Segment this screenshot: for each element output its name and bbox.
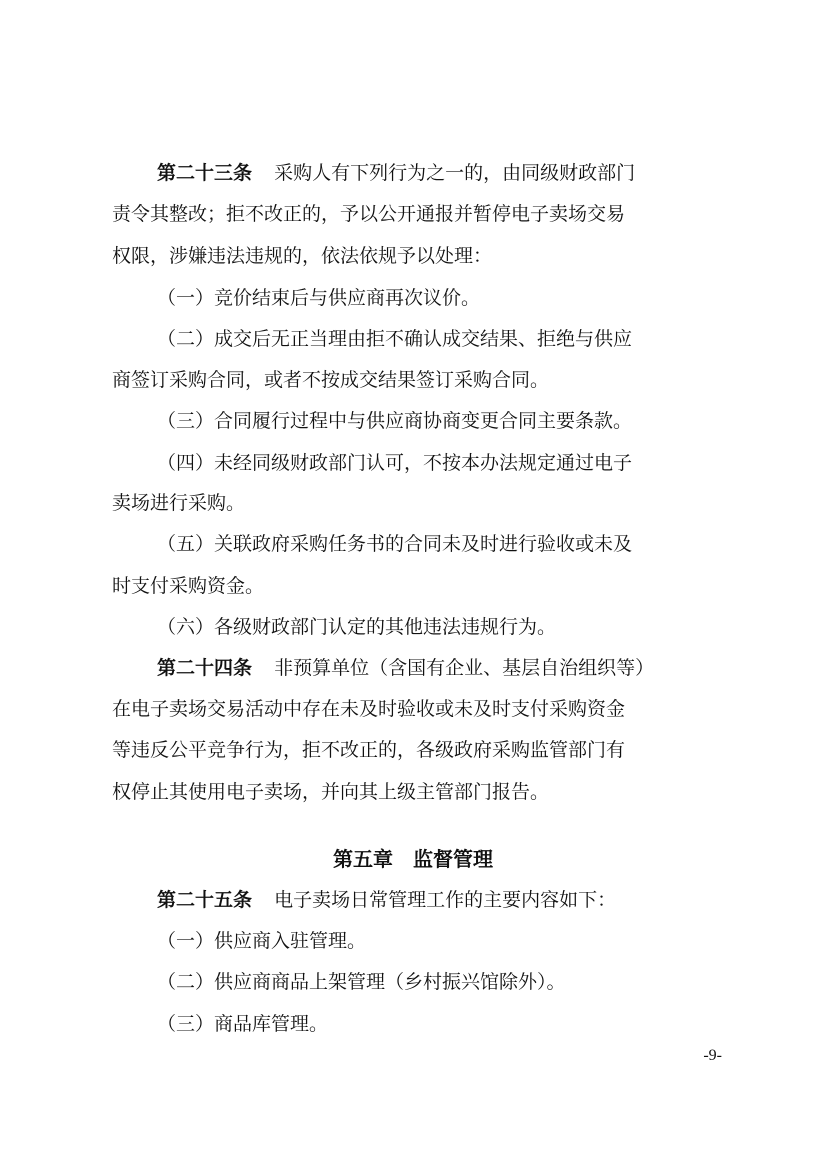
article-23-item-4-line-2: 卖场进行采购。 — [112, 492, 246, 514]
article-25-heading: 第二十五条 — [157, 889, 253, 911]
article-24-heading: 第二十四条 — [157, 657, 253, 679]
article-24-first-line — [157, 655, 654, 681]
chapter-heading: 第五章 监督管理 — [333, 847, 493, 871]
article-23-item-5-line-1: （五）关联政府采购任务书的合同未及时进行验收或未及 — [157, 533, 633, 555]
article-25-item-1: （一）供应商入驻管理。 — [157, 930, 367, 952]
article-24-line-2: 在电子卖场交易活动中存在未及时验收或未及时支付采购资金 — [112, 698, 626, 720]
article-23-item-2-line-2: 商签订采购合同，或者不按成交结果签订采购合同。 — [112, 369, 550, 391]
article-25-text: 电子卖场日常管理工作的主要内容如下： — [274, 889, 617, 911]
article-23-item-5-line-2: 时支付采购资金。 — [112, 575, 265, 597]
article-25-item-3: （三）商品库管理。 — [157, 1013, 329, 1035]
article-23-text: 采购人有下列行为之一的，由同级财政部门 — [274, 162, 636, 184]
article-23-item-4-line-1: （四）未经同级财政部门认可，不按本办法规定通过电子 — [157, 452, 633, 474]
article-24-line-3: 等违反公平竞争行为，拒不改正的，各级政府采购监管部门有 — [112, 739, 626, 761]
article-23-item-3: （三）合同履行过程中与供应商协商变更合同主要条款。 — [157, 410, 633, 432]
article-23-item-1: （一）竞价结束后与供应商再次议价。 — [157, 287, 481, 309]
article-25-first-line — [157, 887, 616, 913]
article-23-line-3: 权限，涉嫌违法违规的，依法依规予以处理： — [112, 245, 493, 267]
article-23-first-line — [157, 160, 635, 186]
article-23-line-2: 责令其整改；拒不改正的，予以公开通报并暂停电子卖场交易 — [112, 203, 626, 225]
article-24-line-4: 权停止其使用电子卖场，并向其上级主管部门报告。 — [112, 781, 550, 803]
page-number: -9- — [703, 1047, 722, 1064]
article-24-text: 非预算单位（含国有企业、基层自治组织等） — [274, 657, 655, 679]
article-23-item-6: （六）各级财政部门认定的其他违法违规行为。 — [157, 616, 557, 638]
article-25-item-2: （二）供应商商品上架管理（乡村振兴馆除外）。 — [157, 971, 566, 993]
article-23-heading: 第二十三条 — [157, 162, 253, 184]
article-23-item-2-line-1: （二）成交后无正当理由拒不确认成交结果、拒绝与供应 — [157, 328, 633, 350]
